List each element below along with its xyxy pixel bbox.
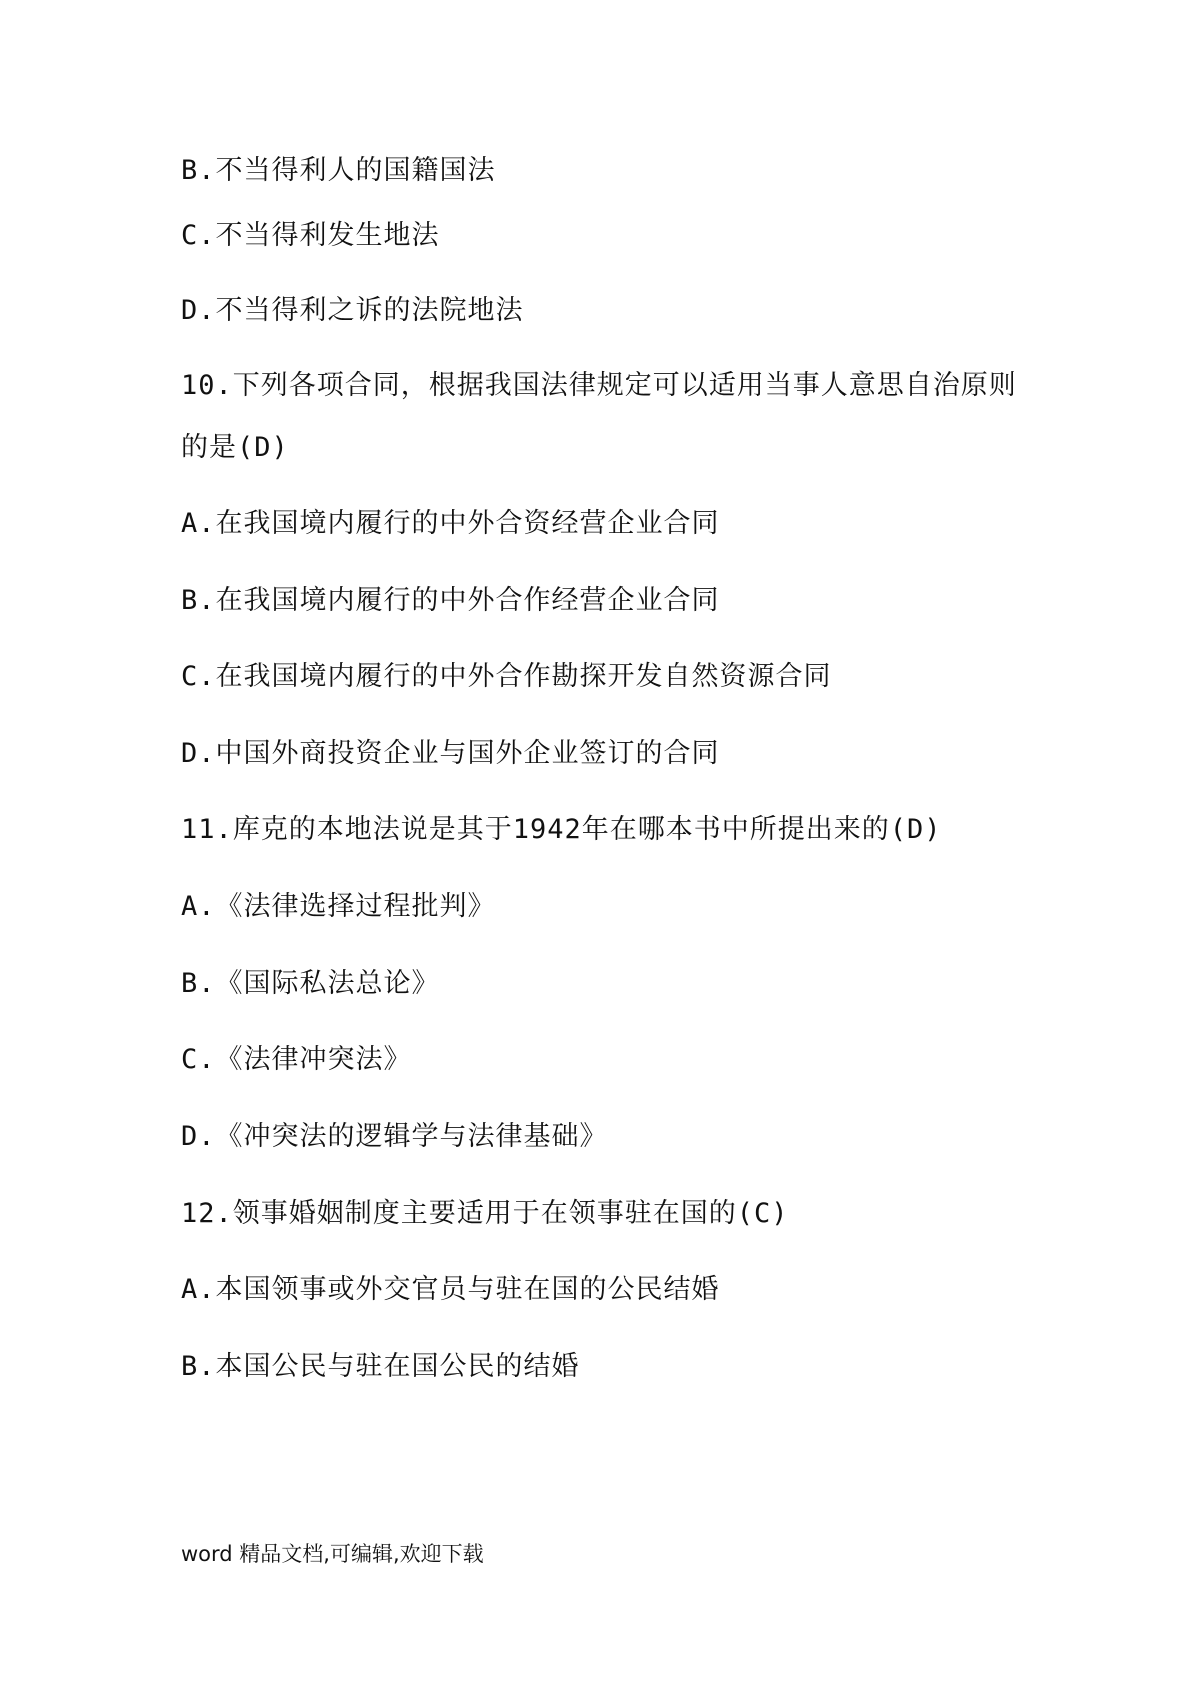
page-footer: word 精品文档,可编辑,欢迎下载 [181,1542,484,1566]
question-11: 11.库克的本地法说是其于1942年在哪本书中所提出来的(D) [181,814,942,845]
option-11a: A.《法律选择过程批判》 [181,891,496,922]
question-10-line-2: 的是(D) [181,432,289,463]
option-9d: D.不当得利之诉的法院地法 [181,295,524,326]
option-10a: A.在我国境内履行的中外合资经营企业合同 [181,508,720,539]
question-10-line-1: 10.下列各项合同，根据我国法律规定可以适用当事人意思自治原则 [181,370,1017,401]
option-11d: D.《冲突法的逻辑学与法律基础》 [181,1121,608,1152]
option-10d: D.中国外商投资企业与国外企业签订的合同 [181,738,720,769]
option-11b: B.《国际私法总论》 [181,968,440,999]
option-10c: C.在我国境内履行的中外合作勘探开发自然资源合同 [181,661,832,692]
option-9b: B.不当得利人的国籍国法 [181,155,496,186]
question-12: 12.领事婚姻制度主要适用于在领事驻在国的(C) [181,1198,789,1229]
option-12b: B.本国公民与驻在国公民的结婚 [181,1351,580,1382]
option-11c: C.《法律冲突法》 [181,1044,412,1075]
option-12a: A.本国领事或外交官员与驻在国的公民结婚 [181,1274,720,1305]
option-10b: B.在我国境内履行的中外合作经营企业合同 [181,585,720,616]
option-9c: C.不当得利发生地法 [181,220,440,251]
